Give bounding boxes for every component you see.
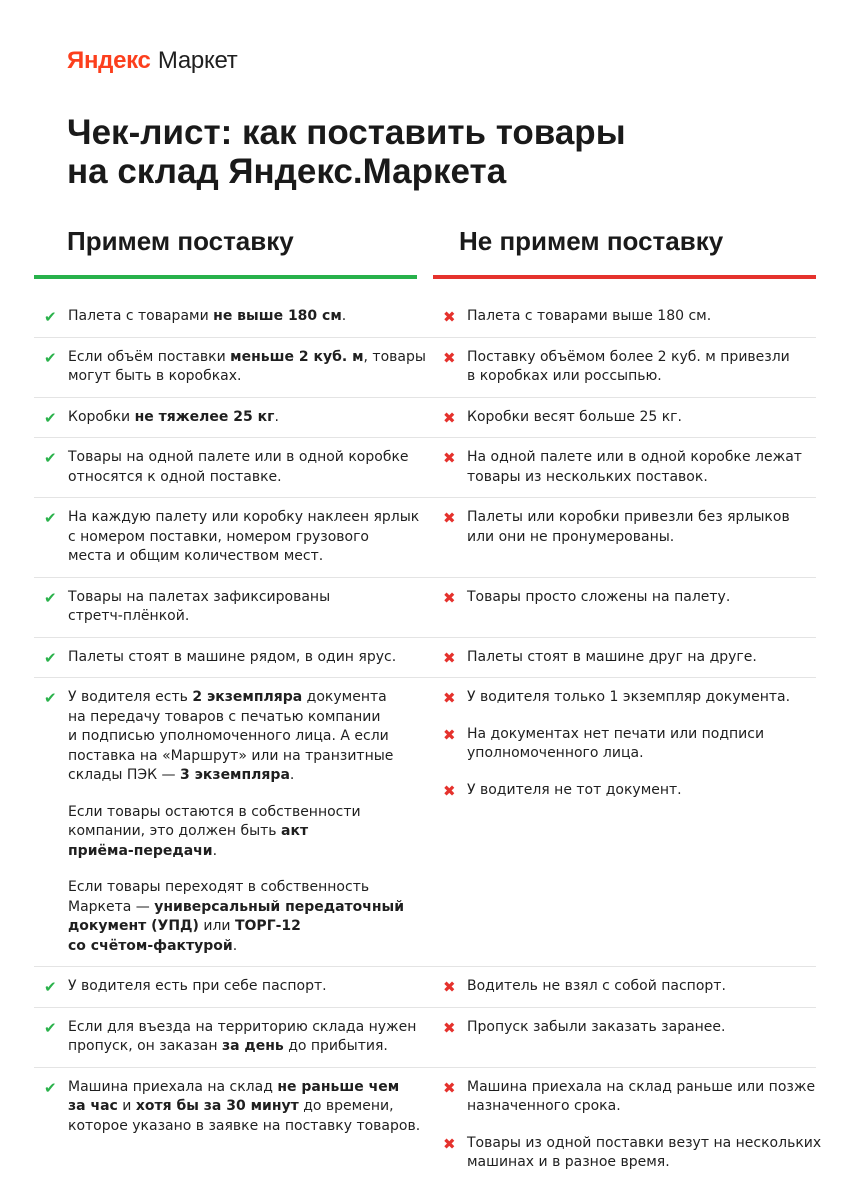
- item-text: компании, это должен быть: [68, 823, 281, 839]
- item-text-line: [68, 1078, 417, 1098]
- accept-cell: [34, 408, 417, 428]
- item-text: .: [289, 767, 295, 783]
- check-icon: ✔: [44, 648, 57, 667]
- item-text: до прибытия.: [283, 1038, 388, 1054]
- accept-item: [34, 1018, 417, 1057]
- item-text: Водитель не взял с собой паспорт.: [467, 978, 726, 994]
- reject-item: [433, 448, 816, 487]
- check-icon: ✔: [44, 588, 57, 607]
- item-text-line: [467, 1153, 816, 1173]
- item-text: Палета с товарами выше 180 см.: [467, 308, 712, 324]
- reject-item: [433, 1018, 816, 1038]
- accept-item: [34, 688, 417, 786]
- item-text: с номером поставки, номером грузового: [68, 528, 369, 545]
- item-text: Палета с товарами: [68, 308, 214, 324]
- item-text-line: [68, 708, 417, 728]
- page-title: [67, 113, 626, 191]
- item-text: Машина приехала на склад: [68, 1078, 278, 1095]
- reject-cell: [433, 1078, 822, 1173]
- item-text-line: [68, 307, 417, 327]
- reject-cell: [433, 588, 816, 627]
- check-icon: ✔: [44, 1018, 57, 1037]
- item-text: и подписью уполномоченного лица. А если: [68, 728, 389, 744]
- accept-item: [34, 588, 417, 627]
- item-text: которое указано в заявке на поставку товаров.: [68, 1117, 421, 1134]
- item-text-line: [68, 508, 420, 528]
- reject-item: [433, 781, 816, 801]
- item-text: .: [274, 408, 279, 425]
- reject-item: [433, 648, 816, 668]
- item-text-line: [68, 917, 417, 937]
- cross-icon: ✖: [443, 1018, 456, 1037]
- accept-item: [34, 1078, 421, 1137]
- item-text-line: [467, 408, 816, 428]
- item-text-line: [68, 1037, 417, 1057]
- yandex-market-logo: [67, 46, 237, 75]
- item-text: У водителя есть: [68, 689, 193, 705]
- item-text: в коробках или россыпью.: [467, 368, 662, 384]
- item-text-line: [467, 648, 816, 668]
- reject-item: [433, 588, 816, 608]
- accept-cell: [34, 648, 417, 668]
- item-text: Товары на одной палете или в одной коробке: [68, 449, 409, 465]
- item-text-line: [467, 528, 816, 548]
- reject-cell: [433, 307, 816, 327]
- item-text-line: [467, 1097, 816, 1117]
- accept-cell: [34, 977, 417, 997]
- cross-icon: ✖: [443, 689, 456, 707]
- reject-item: [433, 1078, 816, 1117]
- item-text-line: [68, 408, 417, 428]
- cross-icon: ✖: [443, 725, 456, 744]
- checklist-row: [34, 398, 816, 439]
- emphasis-text: не тяжелее 25 кг: [134, 408, 275, 425]
- item-text: Пропуск забыли заказать заранее.: [467, 1018, 726, 1035]
- item-text: Если товары остаются в собственности: [68, 803, 361, 820]
- emphasis-text: хотя бы за 30 минут: [135, 1098, 299, 1114]
- cross-icon: ✖: [443, 348, 456, 367]
- item-text: до времени,: [298, 1098, 394, 1114]
- reject-cell: [433, 408, 816, 428]
- accept-item: [34, 648, 417, 668]
- item-text: .: [232, 937, 238, 954]
- check-icon: ✔: [44, 308, 57, 326]
- item-text: , товары: [363, 348, 426, 365]
- item-text-line: [467, 1078, 816, 1098]
- item-text-line: [68, 348, 426, 368]
- cross-icon: ✖: [443, 449, 456, 467]
- item-text: на передачу товаров с печатью компании: [68, 708, 381, 725]
- item-text: У водителя не тот документ.: [467, 781, 682, 798]
- item-text: уполномоченного лица.: [467, 745, 644, 761]
- item-text: Машина приехала на склад раньше или позже: [467, 1078, 816, 1095]
- item-text: У водителя есть при себе паспорт.: [68, 978, 327, 994]
- item-text-line: [68, 766, 417, 786]
- item-text: товары из нескольких поставок.: [467, 468, 708, 485]
- checklist-row: [34, 438, 816, 498]
- checklist-row: [34, 498, 816, 578]
- item-text-line: [68, 1018, 417, 1038]
- item-text: У водителя только 1 экземпляр документа.: [467, 689, 791, 705]
- checklist-row: [34, 578, 816, 638]
- item-text-line: [467, 448, 816, 468]
- item-text-line: [467, 1018, 816, 1038]
- item-text-line: [68, 727, 417, 747]
- item-text: поставка на «Маршрут» или на транзитные: [68, 747, 394, 764]
- cross-icon: ✖: [443, 648, 456, 667]
- item-text: и: [117, 1098, 136, 1114]
- item-text-line: [68, 898, 417, 918]
- reject-cell: [433, 648, 816, 668]
- checklist-row: [34, 678, 816, 967]
- item-text-line: [467, 588, 816, 608]
- check-icon: ✔: [44, 509, 57, 527]
- item-text-line: [68, 588, 417, 608]
- reject-cell: [433, 348, 816, 387]
- accept-item: [34, 977, 417, 997]
- item-text-line: [467, 781, 816, 801]
- item-text-line: [467, 307, 816, 327]
- item-text: Коробки: [68, 408, 135, 425]
- reject-heading-underline: [433, 275, 816, 279]
- item-text: места и общим количеством мест.: [68, 548, 324, 564]
- reject-column-heading: Не примем поставку: [459, 226, 724, 256]
- accept-cell: [34, 588, 417, 627]
- accept-cell: [34, 688, 417, 956]
- reject-item: [433, 977, 816, 997]
- item-text: или: [198, 918, 235, 934]
- page-title-line-1: Чек-лист: как поставить товары: [67, 113, 626, 152]
- cross-icon: ✖: [443, 408, 456, 427]
- item-text-line: [68, 547, 417, 567]
- item-text-line: [68, 607, 417, 627]
- item-text-line: [467, 725, 816, 745]
- checklist-table: [34, 297, 822, 1183]
- emphasis-text: со счётом-фактурой: [68, 937, 233, 954]
- item-text: Товары просто сложены на палету.: [467, 588, 731, 605]
- accept-item: [34, 408, 417, 428]
- reject-cell: [433, 1018, 816, 1057]
- item-text: Коробки весят больше 25 кг.: [467, 408, 682, 425]
- item-text-line: [68, 448, 417, 468]
- item-text: Палеты стоят в машине рядом, в один ярус.: [68, 648, 397, 665]
- check-icon: ✔: [44, 1078, 57, 1097]
- item-text: Палеты или коробки привезли без ярлыков: [467, 509, 790, 525]
- emphasis-text: приёма-передачи: [68, 842, 213, 859]
- item-text: стретч-плёнкой.: [68, 608, 190, 624]
- emphasis-text: за день: [221, 1038, 284, 1054]
- item-text: документа: [302, 689, 387, 705]
- item-text: Палеты стоят в машине друг на друге.: [467, 648, 757, 665]
- emphasis-text: документ (УПД): [68, 918, 199, 934]
- item-text: .: [212, 842, 218, 859]
- item-text-line: [68, 937, 417, 957]
- item-text: могут быть в коробках.: [68, 368, 242, 384]
- emphasis-text: не выше 180 см: [213, 308, 342, 324]
- item-text-line: [68, 688, 417, 708]
- item-text: Если для въезда на территорию склада нужен: [68, 1018, 417, 1035]
- emphasis-text: за час: [68, 1098, 118, 1114]
- accept-cell: [34, 307, 417, 327]
- checklist-row: [34, 297, 816, 338]
- item-text-line: [68, 977, 417, 997]
- accept-cell: [34, 1018, 417, 1057]
- accept-cell: [34, 508, 420, 567]
- emphasis-text: 3 экземпляра: [180, 767, 290, 783]
- emphasis-text: 2 экземпляра: [192, 689, 303, 705]
- checklist-row: [34, 338, 816, 398]
- checklist-row: [34, 1008, 816, 1068]
- item-text-line: [68, 1097, 417, 1117]
- accept-cell: [34, 348, 426, 387]
- emphasis-text: универсальный передаточный: [154, 898, 405, 915]
- item-text-line: [68, 878, 417, 898]
- accept-cell: [34, 1078, 421, 1173]
- accept-column-heading: Примем поставку: [67, 226, 294, 256]
- cross-icon: ✖: [443, 1134, 456, 1153]
- item-text: Маркета —: [68, 898, 155, 915]
- reject-item: [433, 1134, 822, 1173]
- reject-cell: [433, 688, 816, 956]
- accept-cell: [34, 448, 417, 487]
- cross-icon: ✖: [443, 781, 456, 800]
- item-text: склады ПЭК —: [68, 767, 181, 783]
- accept-item: [34, 878, 417, 956]
- item-text-line: [68, 648, 417, 668]
- accept-heading-underline: [34, 275, 417, 279]
- item-text: На каждую палету или коробку наклеен ярлык: [68, 509, 420, 525]
- accept-item: [34, 508, 420, 567]
- item-text-line: [68, 803, 417, 823]
- check-icon: ✔: [44, 408, 57, 427]
- item-text: назначенного срока.: [467, 1098, 621, 1114]
- cross-icon: ✖: [443, 509, 456, 527]
- item-text: На документах нет печати или подписи: [467, 725, 765, 742]
- reject-item: [433, 348, 816, 387]
- page-title-line-2: на склад Яндекс.Маркета: [67, 152, 507, 191]
- item-text-line: [467, 348, 816, 368]
- item-text-line: [68, 822, 417, 842]
- emphasis-text: ТОРГ-12: [234, 918, 301, 934]
- item-text-line: [467, 508, 816, 528]
- item-text-line: [467, 744, 816, 764]
- item-text: относятся к одной поставке.: [68, 468, 282, 485]
- item-text-line: [467, 977, 816, 997]
- checklist-row: [34, 638, 816, 679]
- reject-cell: [433, 977, 816, 997]
- check-icon: ✔: [44, 348, 57, 367]
- item-text: машинах и в разное время.: [467, 1154, 670, 1170]
- check-icon: ✔: [44, 449, 57, 467]
- reject-item: [433, 688, 816, 708]
- checklist-row: [34, 967, 816, 1008]
- item-text-line: [467, 367, 816, 387]
- item-text-line: [467, 1134, 822, 1154]
- cross-icon: ✖: [443, 308, 456, 326]
- reject-cell: [433, 448, 816, 487]
- item-text: Товары на палетах зафиксированы: [68, 588, 331, 605]
- reject-item: [433, 508, 816, 547]
- cross-icon: ✖: [443, 978, 456, 996]
- cross-icon: ✖: [443, 588, 456, 607]
- check-icon: ✔: [44, 978, 57, 996]
- check-icon: ✔: [44, 689, 57, 707]
- item-text: или они не пронумерованы.: [467, 528, 675, 545]
- reject-item: [433, 725, 816, 764]
- item-text-line: [68, 747, 417, 767]
- item-text-line: [68, 1117, 421, 1137]
- emphasis-text: меньше 2 куб. м: [230, 348, 364, 365]
- checklist-row: [34, 1068, 822, 1183]
- accept-item: [34, 448, 417, 487]
- logo-yandex: Яндекс: [67, 47, 151, 74]
- accept-item: [34, 307, 417, 327]
- item-text: Если товары переходят в собственность: [68, 879, 370, 895]
- item-text: Поставку объёмом более 2 куб. м привезли: [467, 348, 790, 365]
- item-text: Если объём поставки: [68, 348, 231, 365]
- reject-item: [433, 307, 816, 327]
- logo-market: Маркет: [157, 47, 238, 74]
- item-text: Товары из одной поставки везут на нескольких: [467, 1134, 822, 1151]
- item-text-line: [68, 367, 417, 387]
- cross-icon: ✖: [443, 1078, 456, 1097]
- item-text: .: [341, 308, 347, 324]
- reject-item: [433, 408, 816, 428]
- item-text: На одной палете или в одной коробке лежат: [467, 449, 802, 465]
- item-text-line: [467, 688, 816, 708]
- item-text: пропуск, он заказан: [68, 1038, 222, 1054]
- accept-item: [34, 803, 417, 862]
- item-text-line: [68, 842, 417, 862]
- emphasis-text: акт: [281, 823, 309, 839]
- reject-cell: [433, 508, 816, 567]
- emphasis-text: не раньше чем: [277, 1078, 400, 1095]
- item-text-line: [68, 468, 417, 488]
- item-text-line: [68, 528, 417, 548]
- item-text-line: [467, 468, 816, 488]
- accept-item: [34, 348, 426, 387]
